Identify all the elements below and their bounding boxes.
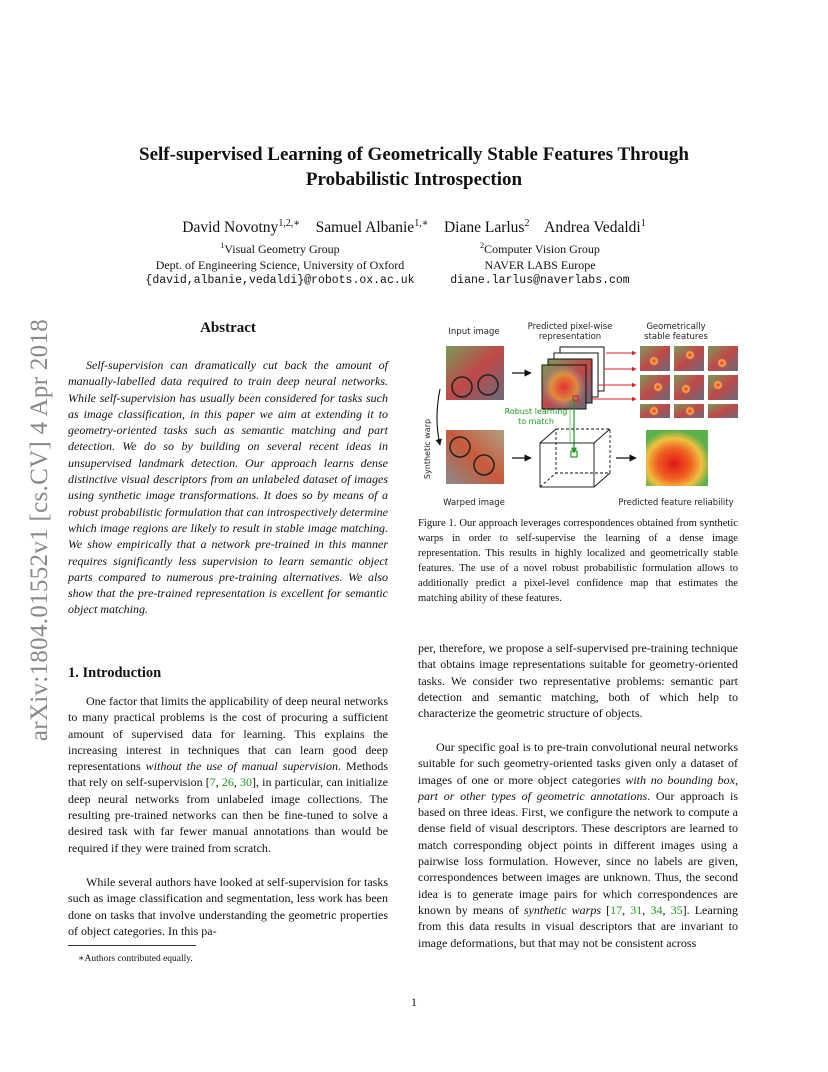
- label-repr-line-1: Predicted pixel-wise: [527, 322, 613, 332]
- text-run: One factor that limits the applicability of deep neural networks to many practical problems is the cost of procuring a sufficient amount of supervised data for learning. This explains the increasing interest in techniques that can learn good deep representations: [68, 694, 388, 774]
- intro-heading: 1. Introduction: [68, 665, 162, 681]
- title-line-2: Probabilistic Introspection: [305, 169, 523, 190]
- affil-line-1: Computer Vision Group: [484, 242, 600, 256]
- feature-volume-cube: [540, 429, 610, 487]
- label-warped-image: Warped image: [443, 498, 505, 508]
- affil-line-1: Visual Geometry Group: [224, 242, 340, 256]
- title-line-1: Self-supervised Learning of Geometrically Stable Features Through: [139, 144, 689, 165]
- author-list: [80, 218, 748, 237]
- text-run: ], in particular, can initialize deep neural networks from unlabeled image collections. The resulting pre-trained networks can then be fine-tuned to solve a desired task with far fewer manual annotations than would be required if they were trained from scratch.: [68, 775, 388, 855]
- intro-paragraph-2: While several authors have looked at self-supervision for tasks such as image classification and segmentation, less work has been done on tasks that involve understanding the geometric properties of object categories. In this pa-: [68, 875, 388, 938]
- right-paragraph-2: Our specific goal is to pre-train convolutional neural networks suitable for such geometry-oriented tasks given only a dataset of images of one or more object categories with no bounding box, part or other types of geometric annotations. Our approach is based on three ideas. First, we configure the network to compute a dense field of visual descriptors. These descriptors are learned to match corresponding object points in different images using a pairwise loss formulation. However, since no labels are given, correspondences between images are unknown. Thus, the second idea is to generate image pairs for which correspondences are known by means of synthetic warps [17, 31, 34, 35]. Learning from this data results in visual descriptors that are invariant to image deformations, but that may not be consistent across: [418, 740, 739, 950]
- label-synthetic-warp: Synthetic warp: [423, 418, 432, 480]
- arxiv-stamp-text: arXiv:1804.01552v1 [cs.CV] 4 Apr 2018: [26, 318, 53, 742]
- intro-paragraph-1: One factor that limits the applicability of deep neural networks to many practical problems is the cost of procuring a sufficient amount of supervised data for learning. This explains the increasing interest in techniques that can learn good deep representations without the use of manual supervision. Methods that rely on self-supervision [7, 26, 30], in particular, can initialize deep neural networks from unlabeled image collections. The resulting pre-trained networks can then be fine-tuned to solve a desired task with far fewer manual annotations than would be required if they were trained from scratch.: [68, 694, 389, 855]
- footnote-rule: [68, 945, 196, 946]
- right-paragraph-1: per, therefore, we propose a self-supervised pre-training technique that obtains image representations suitable for geometry-oriented tasks. We consider two representative problems: semantic part detection and semantic matching, both of which help to characterize the geometric structure of objects.: [418, 641, 738, 721]
- citation-link[interactable]: 30: [240, 775, 253, 790]
- author-name: Diane Larlus: [443, 219, 525, 237]
- text-run: Our specific goal is to pre-train convolutional neural networks suitable for such geometry-oriented tasks given only a dataset of images of one or more object categories: [418, 740, 738, 787]
- text-run-italic: with no bounding box, part or other types of geometric annotations: [418, 772, 738, 803]
- author-name: Samuel Albanie: [315, 219, 415, 237]
- citation-link[interactable]: 26: [221, 775, 234, 790]
- geometric-features-grid: [640, 346, 738, 418]
- author-affil-sup: 2: [524, 218, 530, 229]
- author-affil-sup: 1,∗: [414, 218, 429, 229]
- affil-line-2: NAVER LABS Europe: [484, 257, 596, 272]
- reliability-heatmap: [646, 430, 708, 486]
- author-name: David Novotny: [182, 219, 279, 237]
- citation-link[interactable]: 7: [209, 775, 216, 790]
- affil-email: {david,albanie,vedaldi}@robots.ox.ac.uk: [145, 274, 415, 287]
- affil-email: diane.larlus@naverlabs.com: [450, 274, 630, 287]
- label-feature-reliability: Predicted feature reliability: [618, 498, 734, 508]
- paper-title: [80, 142, 748, 192]
- author-affil-sup: 1,2,∗: [278, 218, 301, 229]
- label-geo-line-1: Geometrically: [646, 322, 706, 332]
- author-name: Andrea Vedaldi: [544, 219, 641, 237]
- label-robust-line-2: to match: [518, 417, 554, 426]
- abstract-text: Self-supervision can dramatically cut back the amount of manually-labelled data required to train deep neural networks. While self-supervision has usually been considered for tasks such as image classification, in this paper we aim at extending it to geometry-oriented tasks such as semantic matching and part detection. We do so by building on several recent ideas in unsupervised landmark detection. Our approach learns dense distinctive visual descriptors from an unlabeled dataset of images using synthetic image transformations. It does so by means of a robust probabilistic formulation that can introspectively determine which image regions are likely to result in stable image matching. We show empirically that a network pre-trained in this manner requires significantly less supervision to learn semantic object parts compared to numerous pre-training alternatives. We also show that the pre-trained representation is excellent for semantic object matching.: [68, 358, 388, 617]
- text-run: . Methods that rely on self-supervision [: [68, 759, 389, 790]
- affiliation-oxford: [110, 238, 450, 289]
- affil-sup: 2: [480, 241, 485, 250]
- affiliation-naver: [420, 238, 660, 289]
- page-number: 1: [411, 995, 417, 1009]
- text-run: ]. Learning from this data results in visual descriptors that are invariant to image deformations, but that may not be consistent across: [418, 902, 739, 950]
- figure-1-caption: Figure 1. Our approach leverages correspondences obtained from synthetic warps in order to self-supervise the learning of a dense image representation. This results in highly localized and geometrically stable features. The use of a novel robust probabilistic formulation allows to additionally predict a pixel-level confidence map that estimates the matching ability of these features.: [418, 518, 738, 604]
- label-geo-line-2: stable features: [644, 332, 708, 342]
- abstract-heading: Abstract: [200, 320, 256, 336]
- text-run: [: [601, 902, 611, 917]
- affil-sup: 1: [220, 241, 225, 250]
- citation-link[interactable]: 31: [630, 902, 643, 917]
- arxiv-stamp: [20, 290, 60, 770]
- citation-link[interactable]: 17: [610, 902, 623, 917]
- text-run-italic: synthetic warps: [523, 902, 602, 917]
- figure-1-diagram: [418, 315, 743, 513]
- footnote: ∗Authors contributed equally.: [78, 954, 193, 964]
- citation-link[interactable]: 34: [650, 902, 663, 917]
- label-repr-line-2: representation: [538, 332, 602, 342]
- representation-stack-top: [542, 347, 604, 409]
- text-run-italic: without the use of manual supervision: [145, 759, 339, 774]
- author-affil-sup: 1: [640, 218, 646, 229]
- affil-line-2: Dept. of Engineering Science, University of Oxford: [155, 257, 405, 272]
- text-run: . Our approach is based on three ideas. First, we configure the network to compute a dense field of visual descriptors. These descriptors are learned to match corresponding object points in different images using a pairwise loss formulation. However, since no labels are given, correspondences between images are unknown. Thus, the second idea is to generate image pairs for which correspondences are known by means of: [418, 788, 739, 917]
- curved-arrow: [437, 389, 440, 445]
- label-input-image: Input image: [448, 327, 500, 337]
- label-robust-line-1: Robust learning: [504, 407, 568, 416]
- citation-link[interactable]: 35: [670, 902, 683, 917]
